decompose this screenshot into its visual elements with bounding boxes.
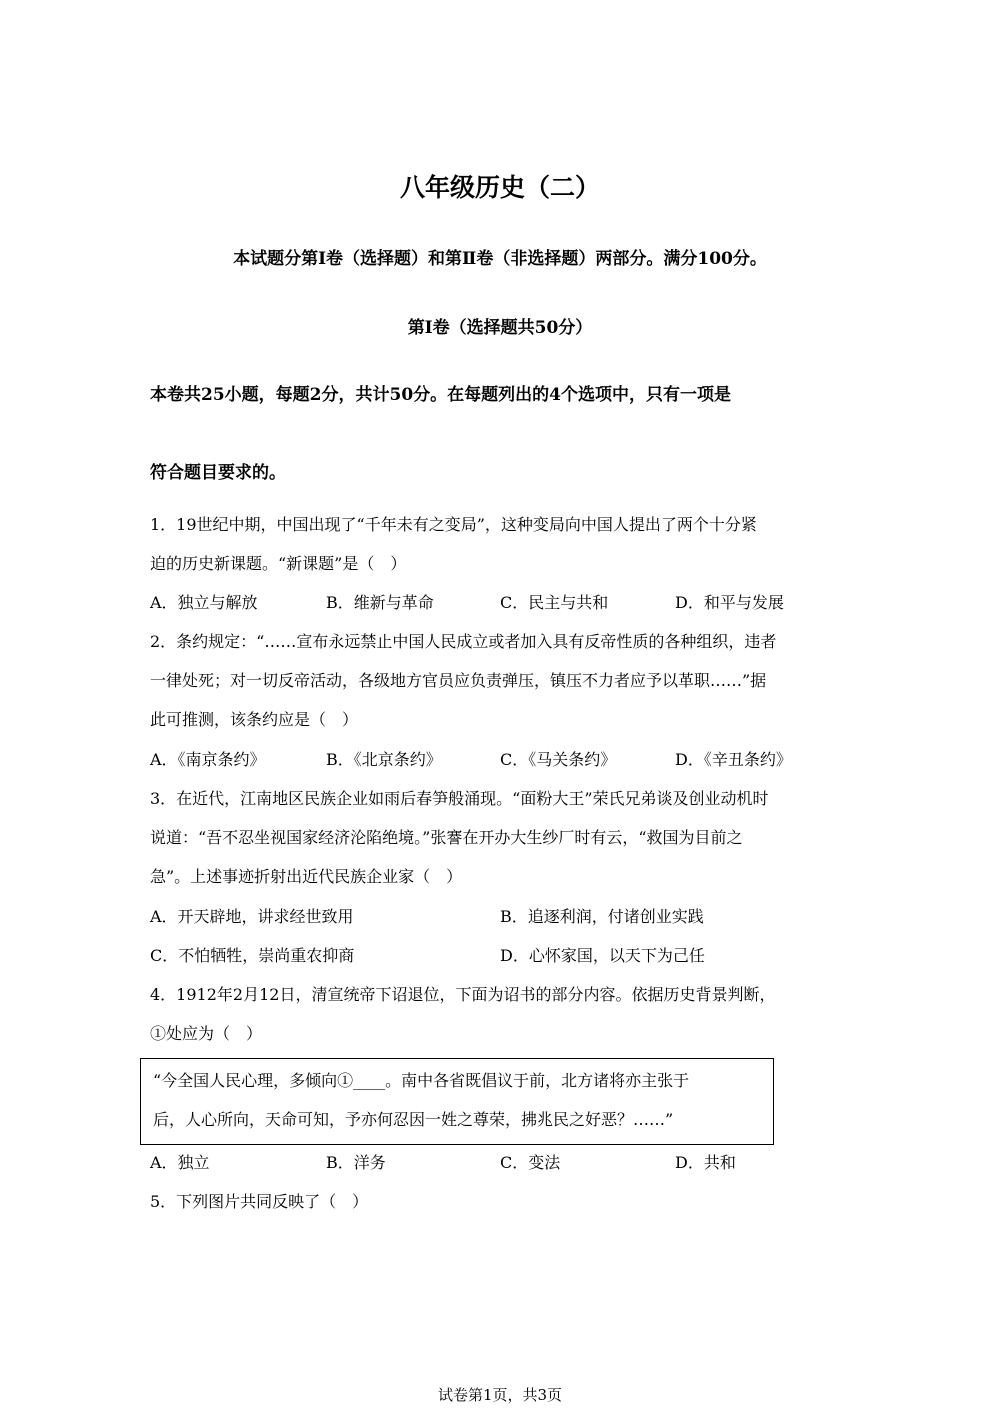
question-4-text: 4．1912年2月12日，清宣统帝下诏退位，下面为诏书的部分内容。依据历史背景判断， [150, 985, 776, 1004]
question-1-option-a: A．独立与解放 [150, 593, 258, 612]
quote-line: 后，人心所向，天命可知，予亦何忍因一姓之尊荣，拂兆民之好恶？……” [153, 1110, 674, 1129]
quote-box [140, 1058, 774, 1145]
question-3-option-d: D．心怀家国，以天下为己任 [500, 946, 705, 965]
question-1-text: 迫的历史新课题。“新课题”是（ ） [150, 554, 407, 573]
question-3-option-b: B．追逐利润，付诸创业实践 [500, 907, 704, 926]
question-2-text: 2．条约规定：“……宣布永远禁止中国人民成立或者加入具有反帝性质的各种组织，违者 [150, 632, 777, 651]
question-4-text: ①处应为（ ） [150, 1024, 263, 1043]
question-4-option-a: A．独立 [150, 1153, 210, 1172]
section-heading: 第Ⅰ卷（选择题共50分） [407, 318, 593, 338]
page-footer: 试卷第1页，共3页 [437, 1386, 563, 1404]
question-3-option-a: A．开天辟地，讲求经世致用 [150, 907, 354, 926]
question-2-option-b: B．《北京条约》 [326, 750, 442, 769]
question-2-option-d: D．《辛丑条约》 [675, 750, 792, 769]
instruction-line: 符合题目要求的。 [150, 463, 286, 483]
question-2-option-a: A．《南京条约》 [150, 750, 266, 769]
instruction-line: 本卷共25小题，每题2分，共计50分。在每题列出的4个选项中，只有一项是 [150, 385, 731, 405]
question-2-option-c: C．《马关条约》 [500, 750, 617, 769]
question-3-text: 急”。上述事迹折射出近代民族企业家（ ） [150, 867, 463, 886]
exam-subtitle: 本试题分第Ⅰ卷（选择题）和第Ⅱ卷（非选择题）两部分。满分100分。 [233, 249, 767, 269]
question-4-option-b: B．洋务 [326, 1153, 386, 1172]
question-1-option-b: B．维新与革命 [326, 593, 434, 612]
question-3-text: 3．在近代，江南地区民族企业如雨后春笋般涌现。“面粉大王”荣氏兄弟谈及创业动机时 [150, 789, 769, 808]
question-3-option-c: C．不怕牺牲，崇尚重农抑商 [150, 946, 355, 965]
quote-line: “今全国人民心理，多倾向①____。南中各省既倡议于前，北方诸将亦主张于 [153, 1071, 690, 1090]
question-1-option-c: C．民主与共和 [500, 593, 609, 612]
question-5-text: 5．下列图片共同反映了（ ） [150, 1192, 369, 1211]
question-4-option-d: D．共和 [675, 1153, 736, 1172]
question-1-text: 1．19世纪中期，中国出现了“千年未有之变局”，这种变局向中国人提出了两个十分紧 [150, 515, 757, 534]
question-1-option-d: D．和平与发展 [675, 593, 784, 612]
question-2-text: 此可推测，该条约应是（ ） [150, 710, 359, 729]
question-4-option-c: C．变法 [500, 1153, 561, 1172]
page-title: 八年级历史（二） [399, 173, 600, 202]
question-3-text: 说道：“吾不忍坐视国家经济沦陷绝境。”张謇在开办大生纱厂时有云，“救国为目前之 [150, 828, 743, 847]
question-2-text: 一律处死；对一切反帝活动，各级地方官员应负责弹压，镇压不力者应予以革职……”据 [150, 671, 767, 690]
